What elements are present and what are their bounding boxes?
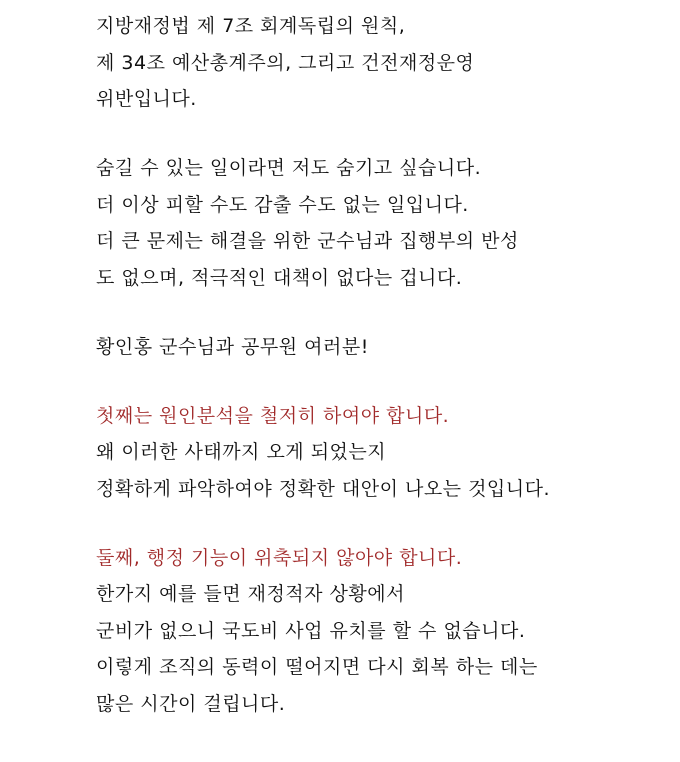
text-line: 도 없으며, 적극적인 대책이 없다는 겁니다.: [96, 266, 463, 289]
text-line: 정확하게 파악하여야 정확한 대안이 나오는 것입니다.: [96, 477, 551, 500]
text-line: 숨길 수 있는 일이라면 저도 숨기고 싶습니다.: [96, 157, 482, 179]
point-heading-first: 첫째는 원인분석을 철저히 하여야 합니다.: [96, 404, 450, 427]
text-line: 제 34조 예산총계주의, 그리고 건전재정운영: [96, 51, 475, 74]
paragraph-gap: [96, 365, 670, 398]
paragraph-4: [96, 398, 670, 508]
text-line: 한가지 예를 들면 재정적자 상황에서: [96, 583, 405, 605]
paragraph-3: [96, 329, 670, 366]
paragraph-5: [96, 540, 670, 723]
text-line: 지방재정법 제 7조 회계독립의 원칙,: [96, 15, 406, 37]
text-line: 군비가 없으니 국도비 사업 유치를 할 수 없습니다.: [96, 619, 526, 642]
paragraph-gap: [96, 118, 670, 151]
text-line: 왜 이러한 사태까지 오게 되었는지: [96, 441, 387, 463]
paragraph-2: [96, 150, 670, 296]
text-line: 위반입니다.: [96, 88, 197, 110]
paragraph-gap: [96, 507, 670, 540]
point-heading-second: 둘째, 행정 기능이 위축되지 않아야 합니다.: [96, 546, 463, 569]
text-line: 더 이상 피할 수도 감출 수도 없는 일입니다.: [96, 193, 469, 216]
text-line: 많은 시간이 걸립니다.: [96, 692, 286, 715]
paragraph-gap: [96, 296, 670, 329]
document-body: [96, 8, 670, 722]
text-line: 더 큰 문제는 해결을 위한 군수님과 집행부의 반성: [96, 230, 519, 252]
paragraph-1: [96, 8, 670, 118]
text-line: 이렇게 조직의 동력이 떨어지면 다시 회복 하는 데는: [96, 656, 538, 678]
address-line: 황인홍 군수님과 공무원 여러분!: [96, 335, 369, 358]
